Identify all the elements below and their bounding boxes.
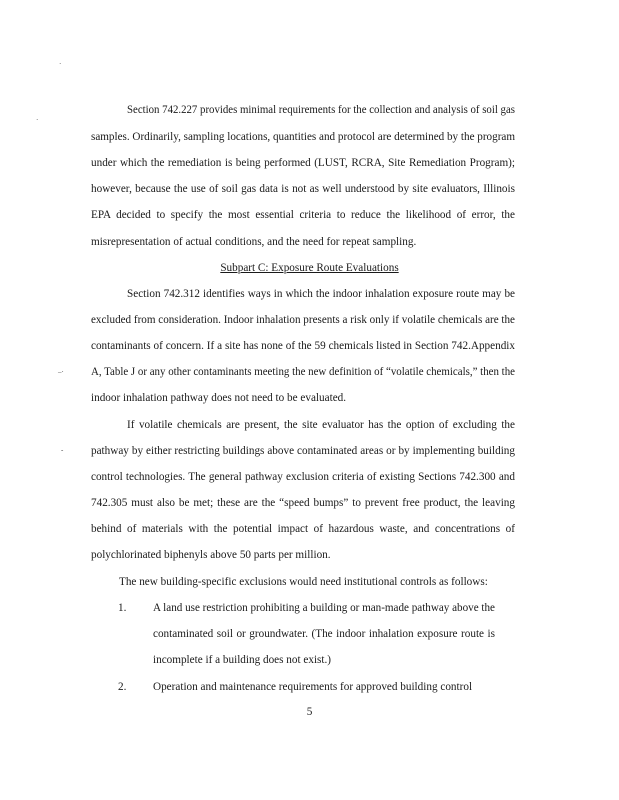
text-line: 742.305 must also be met; these are the “speed bumps” to prevent free product, the leaving bbox=[91, 497, 515, 509]
text-line: excluded from consideration. Indoor inhalation presents a risk only if volatile chemicals are the bbox=[91, 314, 515, 326]
text-line: If volatile chemicals are present, the site evaluator has the option of excluding the bbox=[127, 419, 515, 431]
text-line: under which the remediation is being performed (LUST, RCRA, Site Remediation Program); bbox=[91, 157, 515, 169]
text-line: Operation and maintenance requirements for approved building control bbox=[153, 681, 473, 693]
text-line: indoor inhalation pathway does not need to be evaluated. bbox=[91, 392, 347, 404]
text-line: A land use restriction prohibiting a building or man-made pathway above the bbox=[153, 602, 495, 614]
scan-mark: · bbox=[59, 60, 62, 68]
text-line: behind of materials with the potential impact of hazardous waste, and concentrations of bbox=[91, 523, 515, 535]
paragraph-institutional-controls: The new building-specific exclusions would need institutional controls as follows: bbox=[119, 576, 488, 588]
text-line: pathway by either restricting buildings above contaminated areas or by implementing building bbox=[91, 445, 515, 457]
list-number: 1. bbox=[118, 602, 127, 614]
text-line: A, Table J or any other contaminants meeting the new definition of “volatile chemicals,” then the bbox=[91, 366, 515, 378]
text-line: however, because the use of soil gas data is not as well understood by site evaluators, Illinois bbox=[91, 183, 515, 195]
scan-mark: · bbox=[36, 116, 39, 124]
text-line: Section 742.227 provides minimal requirements for the collection and analysis of soil gas bbox=[127, 104, 515, 116]
text-line: contaminated soil or groundwater. (The indoor inhalation exposure route is bbox=[153, 628, 495, 640]
text-line: incomplete if a building does not exist.) bbox=[153, 654, 332, 666]
text-line: samples. Ordinarily, sampling locations, quantities and protocol are determined by the program bbox=[91, 131, 515, 143]
page-number: 5 bbox=[306, 706, 313, 718]
text-line: polychlorinated biphenyls above 50 parts per million. bbox=[91, 549, 331, 561]
scan-mark: –· bbox=[58, 368, 64, 376]
subpart-heading: Subpart C: Exposure Route Evaluations bbox=[220, 262, 399, 274]
text-line: misrepresentation of actual conditions, and the need for repeat sampling. bbox=[91, 236, 417, 248]
scan-mark: - bbox=[61, 446, 64, 454]
text-line: contaminants of concern. If a site has none of the 59 chemicals listed in Section 742.Appendix bbox=[91, 340, 515, 352]
text-line: EPA decided to specify the most essential criteria to reduce the likelihood of error, the bbox=[91, 209, 515, 221]
list-number: 2. bbox=[118, 681, 127, 693]
text-line: control technologies. The general pathway exclusion criteria of existing Sections 742.300 and bbox=[91, 471, 515, 483]
text-line: Section 742.312 identifies ways in which the indoor inhalation exposure route may be bbox=[127, 288, 515, 300]
